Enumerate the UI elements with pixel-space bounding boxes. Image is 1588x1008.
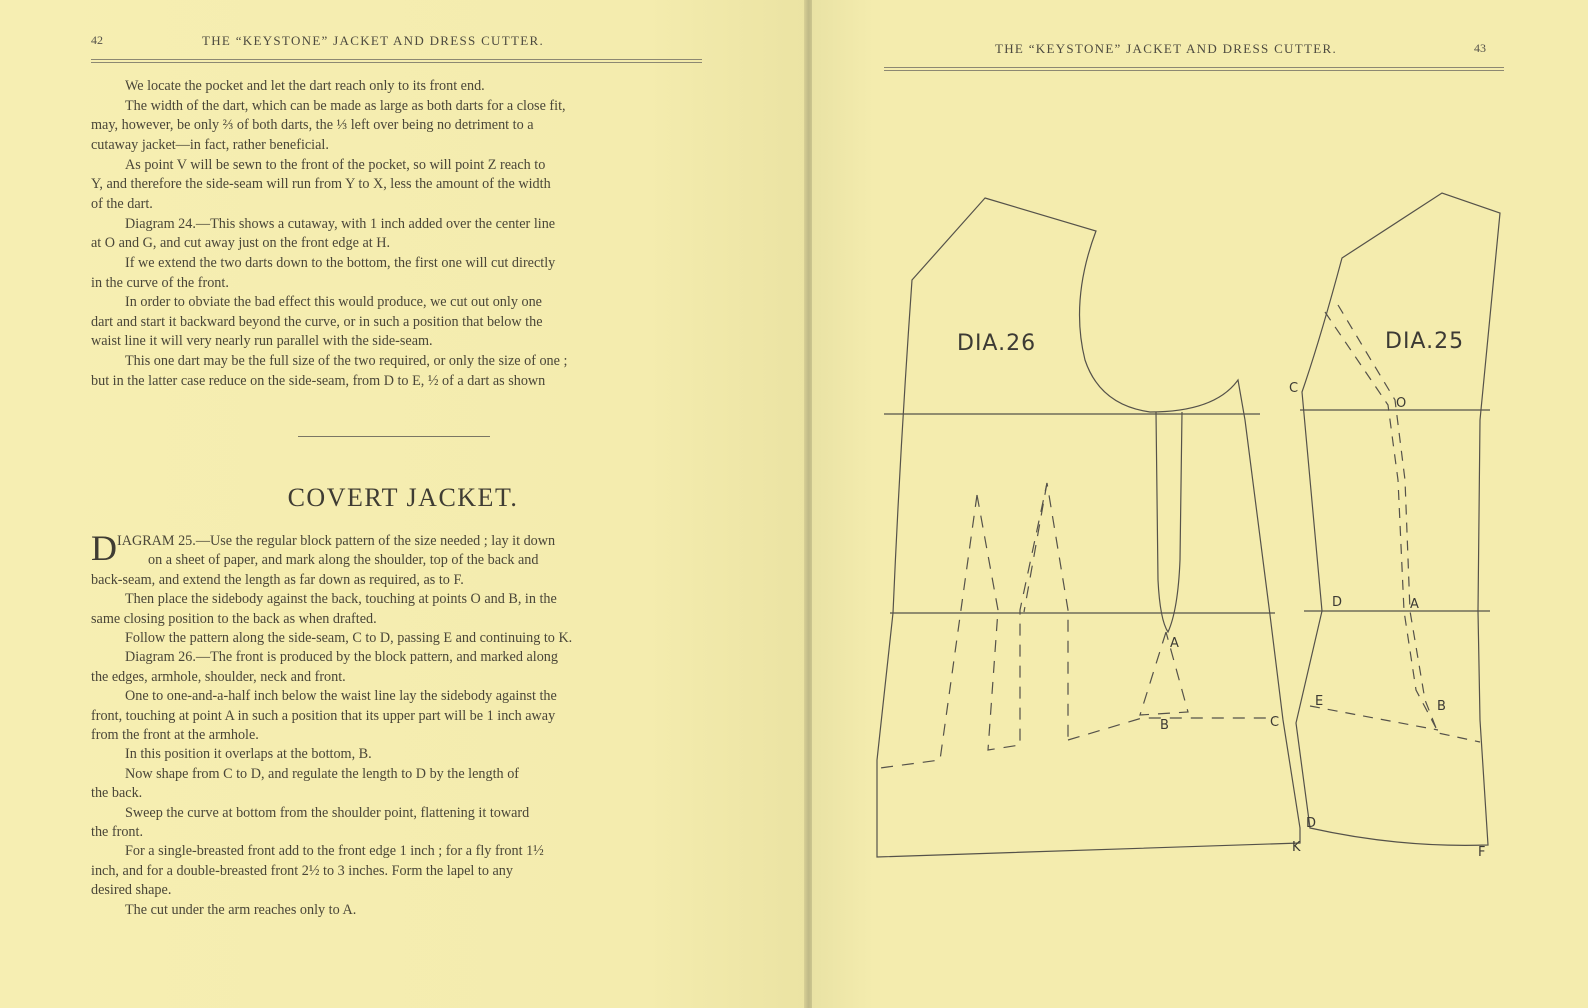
paragraph-line-text: This one dart may be the full size of the two required, or only the size of one ; <box>125 353 568 370</box>
section-line-text: desired shape. <box>91 882 172 899</box>
section-line-text: the front. <box>91 824 144 840</box>
paragraph-line-text: of the dart. <box>91 195 153 212</box>
paragraph-line-text: at O and G, and cut away just on the front edge at H. <box>91 235 391 252</box>
paragraph-line-text: The width of the dart, which can be made as large as both darts for a close fit, <box>125 97 566 114</box>
section-line-text: inch, and for a double-breasted front 2½ to 3 inches. Form the lapel to any <box>91 862 513 879</box>
paragraph-line-text: dart and start it backward beyond the curve, or in such a position that below the <box>91 313 543 330</box>
section-line-text: In this position it overlaps at the bottom, B. <box>125 746 372 763</box>
section-title: COVERT JACKET. <box>287 483 519 512</box>
sidebody-line <box>1068 718 1275 740</box>
dart-1-left <box>880 495 977 768</box>
dart-1-2 <box>977 483 1068 750</box>
back-sidebody-b <box>1325 312 1436 728</box>
section-line-text: The cut under the arm reaches only to A. <box>125 901 357 918</box>
point-label-back-b: B <box>1437 699 1446 714</box>
paragraph-line-text: If we extend the two darts down to the bottom, the first one will cut directly <box>125 254 556 271</box>
back-hip-line <box>1310 706 1438 730</box>
point-label-back-a: A <box>1410 597 1419 612</box>
dart-2-left <box>1024 483 1047 612</box>
section-line-text: on a sheet of paper, and mark along the shoulder, top of the back and <box>148 552 539 569</box>
back-sidebody-a <box>1338 305 1480 742</box>
point-label-back-d: D <box>1332 595 1343 610</box>
point-label-front-c: C <box>1270 715 1280 730</box>
diagram-26-label: DIA.26 <box>957 331 1037 356</box>
point-label-back-f: F <box>1478 845 1486 860</box>
diagram-25-back <box>1296 193 1500 845</box>
section-line-text: the back. <box>91 785 143 802</box>
point-label-back-d-bottom: D <box>1306 816 1317 831</box>
section-line-text: Follow the pattern along the side-seam, C to D, passing E and continuing to K. <box>125 630 573 646</box>
paragraph-line-text: in the curve of the front. <box>91 274 229 291</box>
diagram-25-label: DIA.25 <box>1385 329 1465 354</box>
paragraph-line-text: In order to obviate the bad effect this would produce, we cut out only one <box>125 294 542 311</box>
drop-cap: D <box>91 528 117 568</box>
point-label-front-b: B <box>1160 718 1169 733</box>
paragraph-line-text: but in the latter case reduce on the side-seam, from D to E, ½ of a dart as shown <box>91 372 546 389</box>
back-outline <box>1296 193 1500 845</box>
section-line-text: same closing position to the back as when drafted. <box>91 610 377 627</box>
front-outline <box>877 198 1300 857</box>
section-line-text: Now shape from C to D, and regulate the length to D by the length of <box>125 765 520 782</box>
section-line-text: front, touching at point A in such a position that its upper part will be 1 inch away <box>91 707 556 724</box>
section-line-text: Diagram 26.—The front is produced by the block pattern, and marked along <box>125 649 558 666</box>
paragraph-line-text: Diagram 24.—This shows a cutaway, with 1 inch added over the center line <box>125 215 556 232</box>
section-line-text: the edges, armhole, shoulder, neck and front. <box>91 668 346 685</box>
paragraph-line-text: As point V will be sewn to the front of the pocket, so will point Z reach to <box>125 156 546 173</box>
paragraph-line-text: cutaway jacket—in fact, rather beneficial. <box>91 136 329 153</box>
section-line-text: back-seam, and extend the length as far down as required, as to F. <box>91 571 464 588</box>
sidebody-dart <box>1140 632 1188 715</box>
diagram-26-front <box>877 198 1300 857</box>
point-label-front-a: A <box>1170 636 1179 651</box>
paragraph-line-text: We locate the pocket and let the dart reach only to its front end. <box>125 78 485 94</box>
point-label-back-k: K <box>1292 840 1301 855</box>
front-dart <box>1156 412 1182 632</box>
paragraph-line-text: Y, and therefore the side-seam will run from Y to X, less the amount of the width <box>91 176 551 193</box>
section-line-text: from the front at the armhole. <box>91 727 259 743</box>
section-line-text: Sweep the curve at bottom from the shoulder point, flattening it toward <box>125 804 530 821</box>
section-line-text: Then place the sidebody against the back, touching at points O and B, in the <box>125 591 557 608</box>
running-head-left: THE “KEYSTONE” JACKET AND DRESS CUTTER. <box>202 33 544 48</box>
section-line-text: For a single-breasted front add to the front edge 1 inch ; for a fly front 1½ <box>125 843 544 860</box>
point-label-back-o: O <box>1396 396 1407 411</box>
section-line-text: One to one-and-a-half inch below the waist line lay the sidebody against the <box>125 688 557 705</box>
point-label-back-e: E <box>1315 694 1324 709</box>
page-number-right: 43 <box>1474 41 1486 55</box>
running-head-right: THE “KEYSTONE” JACKET AND DRESS CUTTER. <box>995 41 1337 56</box>
paragraph-line-text: waist line it will very nearly run parallel with the side-seam. <box>91 333 433 350</box>
page-number-left: 42 <box>91 33 103 47</box>
paragraph-line-text: may, however, be only ⅔ of both darts, the ⅓ left over being no detriment to a <box>91 117 534 134</box>
point-label-back-c: C <box>1289 381 1299 396</box>
section-line-text: IAGRAM 25.—Use the regular block pattern of the size needed ; lay it down <box>117 533 556 549</box>
